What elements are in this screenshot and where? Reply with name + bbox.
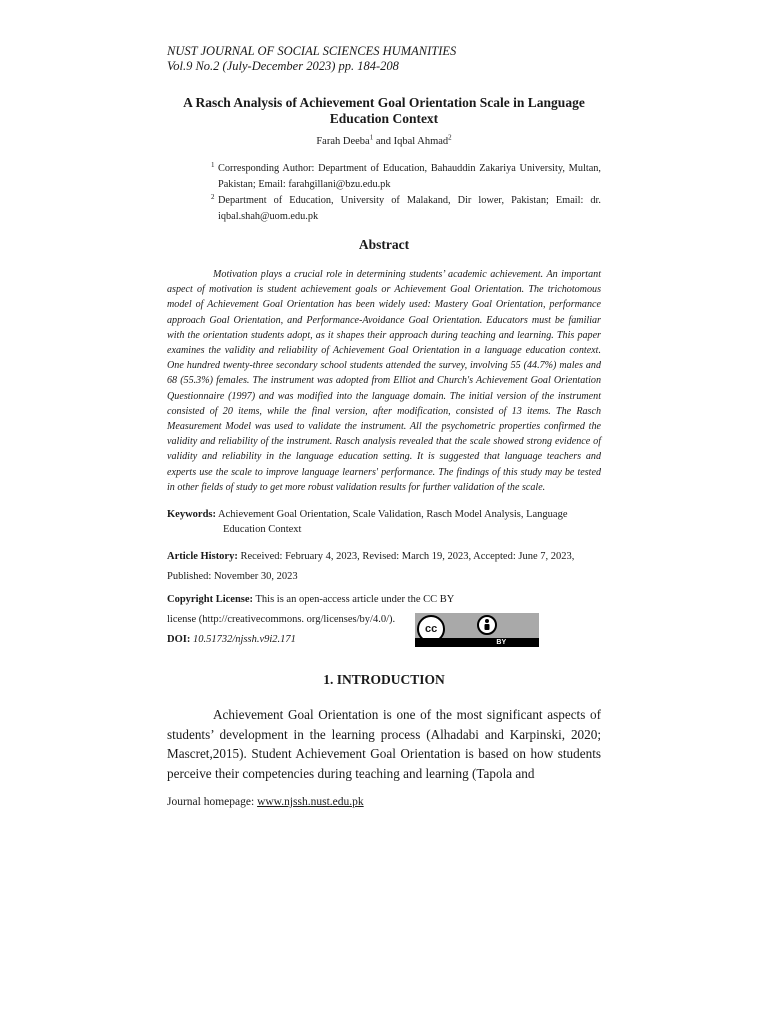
affiliation-1 — [211, 161, 601, 192]
history-label: Article History: — [167, 551, 238, 563]
license-url[interactable]: license (http://creativecommons. org/licenses/by/4.0/). — [167, 614, 396, 626]
badge-band — [415, 638, 539, 647]
abstract-text: Motivation plays a crucial role in determining students’ academic achievement. An important aspect of motivation is student achievement goals or Achievement Goal Orientation. The trichotomous model of Achievement Goal Orientation has been widely used: Mastery Goal Orientation, performance approach Goal Orientation, and Performance-Avoidance Goal Orientation. Educators must be familiar with the orientation students adopt, as it shapes their approach during teaching and learning. This paper examines the validity and reliability of Achievement Goal Orientation in a language education context. One hundred twenty-three secondary school students attended the survey, involving 55 (44.7%) males and 68 (55.3%) females. The instrument was adopted from Elliot and Church's Achievement Goal Orientation Questionnaire (1997) and was modified into the language domain. The initial version of the instrument consisted of 20 items, while the final version, after modification, consisted of 13 items. The Rasch Measurement Model was used to validate the instrument. All the psychometric properties confirmed the validity and reliability of the instrument. Rasch analysis revealed that the scale showed strong evidence of validity and reliability in the language education setting. It is suggested that language teachers and experts use the scale to improve language learners' performance. The findings of this study may be tested in other fields of study to get more robust validation results for further validation of the scale. — [167, 269, 601, 493]
affiliation-1-text: Corresponding Author: Department of Education, Bahauddin Zakariya University, Multan, Pakistan; Email: farahgillani@bzu.edu.pk — [218, 163, 601, 190]
cc-by-badge[interactable] — [415, 613, 539, 647]
person-glyph-icon — [479, 617, 495, 633]
author-line — [167, 133, 601, 147]
history-value: Received: February 4, 2023, Revised: March 19, 2023, Accepted: June 7, 2023, Published: November 30, 2023 — [167, 551, 575, 583]
affiliations — [167, 161, 601, 224]
copyright-label: Copyright License: — [167, 594, 254, 606]
copyright-license — [167, 590, 601, 650]
author-conjunction: and — [373, 136, 394, 147]
doi-line — [167, 630, 395, 650]
author-2: Iqbal Ahmad — [393, 136, 449, 147]
article-history — [167, 547, 601, 587]
journal-homepage — [167, 796, 601, 808]
author-1-mark: 1 — [369, 133, 374, 142]
homepage-label: Journal homepage: — [167, 796, 258, 809]
author-2-mark: 2 — [448, 133, 452, 142]
article-title: A Rasch Analysis of Achievement Goal Orientation Scale in Language Education Context — [183, 95, 585, 126]
keywords — [167, 507, 601, 537]
introduction-text: Achievement Goal Orientation is one of the most significant aspects of students’ development in the learning process (Alhadabi and Karpinski, 2020; Mascret,2015). Student Achievement Goal Orientation is based on how students perceive their competencies during teaching and learning (Tapola and — [167, 707, 601, 781]
affiliation-1-mark: 1 — [211, 161, 215, 169]
journal-header — [167, 44, 601, 74]
author-1: Farah Deeba — [316, 136, 370, 147]
affiliation-2-mark: 2 — [211, 193, 215, 201]
keywords-label: Keywords: — [167, 509, 216, 521]
introduction-heading: 1. INTRODUCTION — [323, 672, 445, 688]
affiliation-2 — [211, 193, 601, 224]
copyright-value: This is an open-access article under the CC BY — [253, 594, 455, 606]
abstract-heading: Abstract — [358, 237, 410, 252]
cc-icon: cc — [417, 615, 445, 643]
doi-value[interactable]: 10.51732/njssh.v9i2.171 — [190, 634, 296, 646]
homepage-link[interactable]: www.njssh.nust.edu.pk — [257, 796, 364, 809]
journal-name: NUST JOURNAL OF SOCIAL SCIENCES HUMANITIES — [167, 44, 457, 58]
paper-page — [167, 44, 601, 808]
journal-volume: Vol.9 No.2 (July-December 2023) pp. 184-208 — [167, 59, 399, 73]
keywords-value: Achievement Goal Orientation, Scale Validation, Rasch Model Analysis, Language Education Context — [216, 509, 568, 536]
by-label: BY — [496, 639, 507, 647]
person-icon — [477, 615, 497, 635]
doi-label: DOI: — [167, 634, 191, 646]
affiliation-2-text: Department of Education, University of Malakand, Dir lower, Pakistan; Email: dr. iqbal.shah@uom.edu.pk — [218, 195, 601, 222]
